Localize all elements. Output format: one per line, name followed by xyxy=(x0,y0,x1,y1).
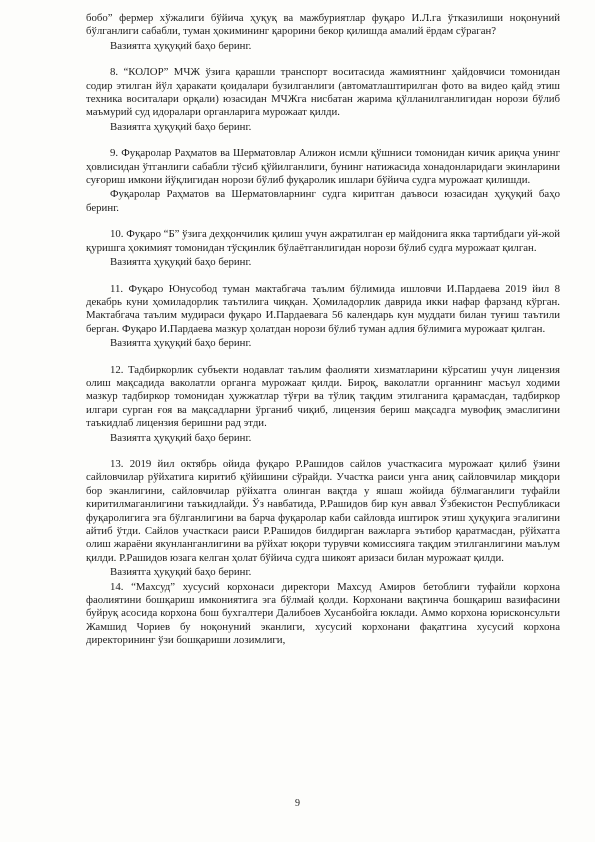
task-prompt: Вазиятга ҳуқуқий баҳо беринг. xyxy=(110,39,252,52)
page-body xyxy=(86,12,560,648)
case-9: 9. Фуқаролар Раҳматов ва Шерматовлар Алижон исмли қўшниси томонидан кичик ариқча унинг ҳовлисидан ўтганлиги сабабли тўсиб қўйилганлиги, бунинг натижасида хонадонларидаги экинларини суғориш имкони йўқлигидан норози бўлиб фуқаролик ишлари бўйича судга мурожаат қилишди. xyxy=(86,147,560,187)
case-10: 10. Фуқаро “Б” ўзига деҳқончилик қилиш учун ажратилган ер майдонига якка тартибдаги уй-жой қуришга ҳокимият томонидан тўсқинлик бўлаётганлигидан норози бўлиб судга мурожаат қилган. xyxy=(86,228,560,254)
task-prompt: Вазиятга ҳуқуқий баҳо беринг. xyxy=(110,431,252,444)
task-prompt: Вазиятга ҳуқуқий баҳо беринг. xyxy=(110,566,252,579)
task-prompt: Вазиятга ҳуқуқий баҳо беринг. xyxy=(110,120,252,133)
case-8: 8. “КОЛОР” МЧЖ ўзига қарашли транспорт воситасида жамиятнинг ҳайдовчиси томонидан содир этилган йўл ҳаракати қоидалари бузилганлиги (автоматлаштирилган фото ва видео қайд этиш техника воситалари орқали) юзасидан МЧЖга нисбатан жарима қўлланилганлигидан норози бўлиб маъмурий суд идоралари органларига мурожаат қилди. xyxy=(86,66,560,119)
page-number: 9 xyxy=(295,798,300,809)
case-12: 12. Тадбиркорлик субъекти нодавлат таълим фаолияти хизматларини кўрсатиш учун лицензия олиш мақсадида ваколатли органга мурожаат қилди. Бироқ, ваколатли органнинг масъул ходими мазкур тадбиркор томонидан ҳужжатлар тўғри ва тўлиқ тақдим этилганига қарамасдан, тадбиркор илгари сурган ғоя ва мақсадларни ўрганиб чиқиб, лицензия бериш мақсадга мувофиқ эмаслигини таъкидлаб лицензия беришни рад этди. xyxy=(86,363,560,430)
case-13: 13. 2019 йил октябрь ойида фуқаро Р.Рашидов сайлов участкасига мурожаат қилиб ўзини сайловчилар рўйхатига киритиб қўйишини сўрайди. Участка раиси унга аниқ сайловчилар миқдори бор эканлигини, сайловчилар рўйхатга олинган вақтда у яшаш жойида бўлмаганлиги туфайли киритилмаганлигини таъкидлайди. Ўз навбатида, Р.Рашидов бир кун аввал Ўзбекистон Республикаси фуқаролигига эга бўлганлигини ва барча фуқаролар каби сайловда иштирок этиш ҳуқуқига эгалигини айтиб ўтди. Сайлов участкаси раиси Р.Рашидов билдирган важларга эътибор қаратмасдан, рўйхатга олиш жараёни якунланганлигини ва рўйхат юқори турувчи комиссияга тақдим этилганлигини маълум қилди. Р.Рашидов юзага келган ҳолат бўйича судга шикоят аризаси билан мурожаат қилди. xyxy=(86,457,560,564)
task-prompt: Вазиятга ҳуқуқий баҳо беринг. xyxy=(110,256,252,269)
case-11: 11. Фуқаро Юнусобод туман мактабгача таълим бўлимида ишловчи И.Пардаева 2019 йил 8 декабрь куни ҳомиладорлик таътилига чиққан. Ҳомиладорлик даврида икки нафар фарзанд кўрган. Мактабгача таълим мудираси фуқаро И.Пардаевага 56 календарь кун муддати билан туғиш таътили берган. Фуқаро И.Пардаева мазкур ҳолатдан норози бўлиб туман адлия бўлимига мурожаат қилган. xyxy=(86,282,560,335)
paragraph-continuation: бобо” фермер хўжалиги бўйича ҳуқуқ ва мажбуриятлар фуқаро И.Л.га ўтказилиши ноқонуний бўлганлиги сабабли, туман ҳокимининг қарорини бекор қилишда амалий ёрдам сўраган? xyxy=(86,12,560,38)
task-prompt: Вазиятга ҳуқуқий баҳо беринг. xyxy=(110,337,252,350)
case-9-question: Фуқаролар Раҳматов ва Шерматовларнинг судга киритган даъвоси юзасидан ҳуқуқий баҳо беринг. xyxy=(86,188,560,214)
case-14: 14. “Махсуд” хусусий корхонаси директори Махсуд Амиров бетоблиги туфайли корхона фаолиятини бошқариш имкониятига эга бўлмай қолди. Корхонани вақтинча бошқариш вазифасини буйруқ асосида корхона бош бухгалтери Далибоев Хусанбойга юклади. Аммо корхона юрисконсульти Жамшид Чориев бу ноқонуний эканлиги, хусусий корхонани фақатгина хусусий корхона директорининг ўзи бошқариши лозимлиги, xyxy=(86,580,560,647)
